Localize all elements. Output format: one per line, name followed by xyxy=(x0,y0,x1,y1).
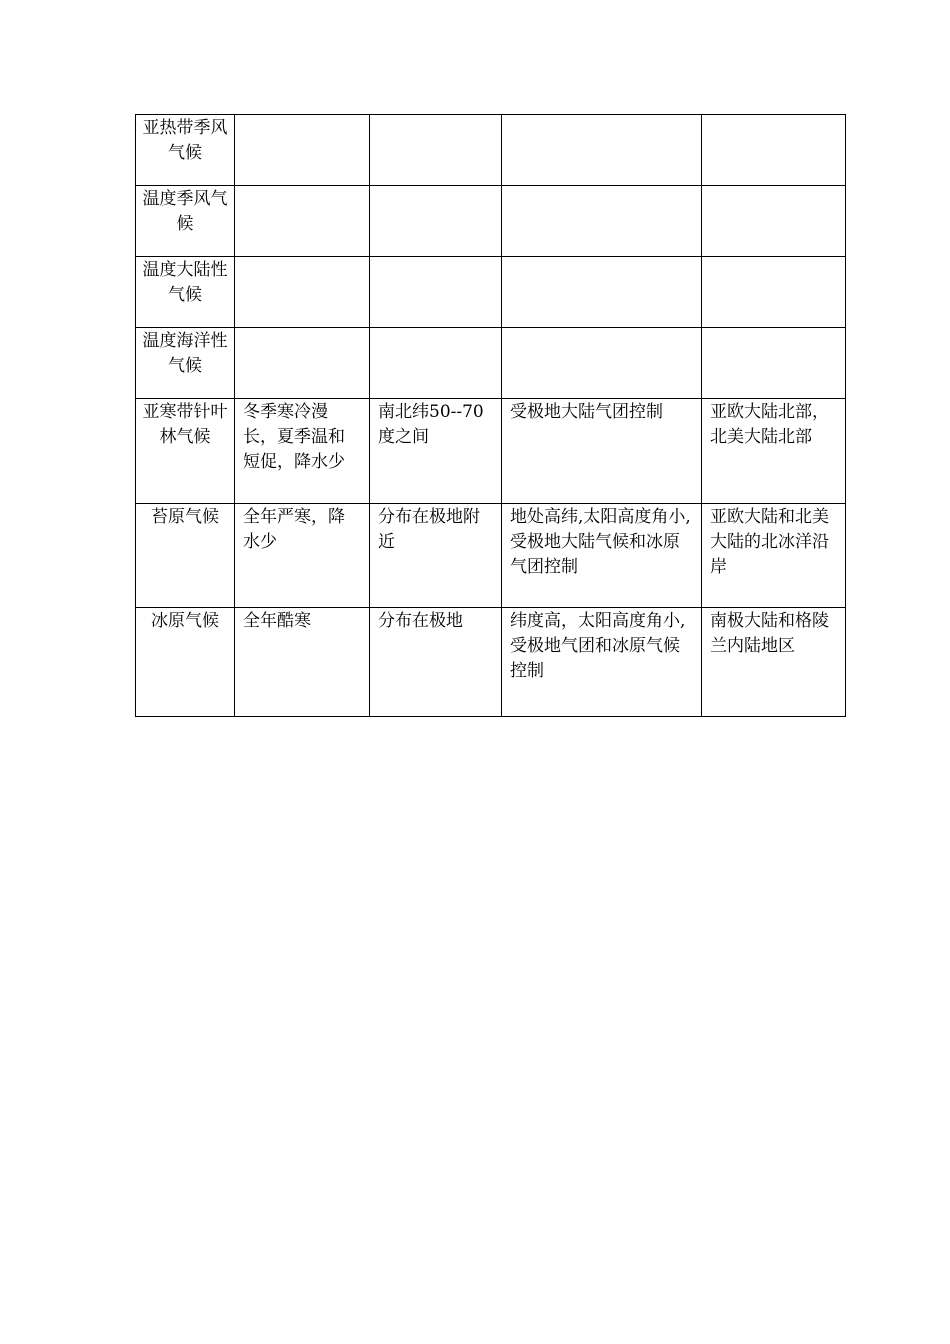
climate-name-cell: 苔原气候 xyxy=(136,504,235,608)
table-row xyxy=(136,186,846,257)
distribution-cell: 南北纬50--70度之间 xyxy=(370,399,502,504)
table-row xyxy=(136,328,846,399)
features-cell xyxy=(235,328,370,399)
region-cell: 亚欧大陆北部，北美大陆北部 xyxy=(702,399,846,504)
distribution-cell xyxy=(370,257,502,328)
features-cell: 全年严寒，降水少 xyxy=(235,504,370,608)
distribution-cell: 分布在极地 xyxy=(370,608,502,717)
causes-cell: 地处高纬,太阳高度角小,受极地大陆气候和冰原气团控制 xyxy=(502,504,702,608)
features-cell xyxy=(235,186,370,257)
causes-cell: 纬度高，太阳高度角小,受极地气团和冰原气候控制 xyxy=(502,608,702,717)
climate-name-cell: 冰原气候 xyxy=(136,608,235,717)
region-cell: 亚欧大陆和北美大陆的北冰洋沿岸 xyxy=(702,504,846,608)
climate-name-cell: 温度季风气候 xyxy=(136,186,235,257)
climate-name-cell: 温度大陆性气候 xyxy=(136,257,235,328)
causes-cell xyxy=(502,186,702,257)
region-cell xyxy=(702,257,846,328)
climate-name-cell: 亚热带季风气候 xyxy=(136,115,235,186)
features-cell xyxy=(235,257,370,328)
features-cell: 全年酷寒 xyxy=(235,608,370,717)
causes-cell xyxy=(502,328,702,399)
climate-table xyxy=(135,114,846,717)
features-cell: 冬季寒冷漫长，夏季温和短促，降水少 xyxy=(235,399,370,504)
climate-name-cell: 亚寒带针叶林气候 xyxy=(136,399,235,504)
table-row xyxy=(136,257,846,328)
features-cell xyxy=(235,115,370,186)
table-row xyxy=(136,115,846,186)
table-row xyxy=(136,504,846,608)
region-cell: 南极大陆和格陵兰内陆地区 xyxy=(702,608,846,717)
region-cell xyxy=(702,186,846,257)
distribution-cell xyxy=(370,328,502,399)
distribution-cell xyxy=(370,115,502,186)
region-cell xyxy=(702,328,846,399)
causes-cell: 受极地大陆气团控制 xyxy=(502,399,702,504)
region-cell xyxy=(702,115,846,186)
distribution-cell xyxy=(370,186,502,257)
table-row xyxy=(136,399,846,504)
causes-cell xyxy=(502,257,702,328)
causes-cell xyxy=(502,115,702,186)
climate-name-cell: 温度海洋性气候 xyxy=(136,328,235,399)
distribution-cell: 分布在极地附近 xyxy=(370,504,502,608)
table-row xyxy=(136,608,846,717)
